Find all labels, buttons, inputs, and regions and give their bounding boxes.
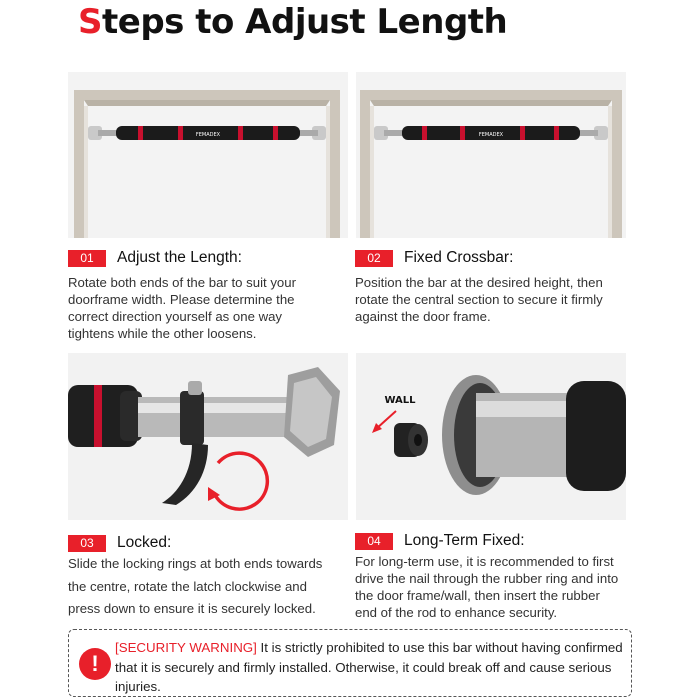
step-02-number: 02 xyxy=(355,250,393,267)
step-03-number: 03 xyxy=(68,535,106,552)
step-01-title: Adjust the Length: xyxy=(117,249,242,266)
step-02-title: Fixed Crossbar: xyxy=(404,249,514,266)
step-04-title: Long-Term Fixed: xyxy=(404,532,525,549)
exclamation-icon: ! xyxy=(79,648,111,680)
step-04-description: For long-term use, it is recommended to first drive the nail through the rubber ring and into the door frame/wall, then insert the rubber end of the rod to enhance security. xyxy=(355,554,619,620)
security-warning-text xyxy=(115,638,625,697)
step-04-header xyxy=(355,530,525,552)
step-04-number: 04 xyxy=(355,533,393,550)
step-02-description: Position the bar at the desired height, then rotate the central section to secure it firmly against the door frame. xyxy=(355,275,603,324)
page-title-first-letter: S xyxy=(78,2,102,42)
security-warning-box xyxy=(68,629,632,697)
page-title-rest: teps to Adjust Length xyxy=(102,2,508,42)
wall-label: WALL xyxy=(384,395,416,406)
step-03-photo xyxy=(68,353,348,520)
step-02-header xyxy=(355,247,513,269)
step-01-header xyxy=(68,247,242,269)
step-01-description: Rotate both ends of the bar to suit your doorframe width. Please determine the correct direction yourself as one way tightens while the other loosens. xyxy=(68,275,296,341)
step-01-photo xyxy=(68,72,348,238)
step-01-number: 01 xyxy=(68,250,106,267)
step-02-photo xyxy=(356,72,626,238)
brand-label: FEMADEX xyxy=(478,132,504,138)
security-warning-label: [SECURITY WARNING] xyxy=(115,640,257,655)
step-03-header xyxy=(68,532,171,554)
step-04-photo xyxy=(356,353,626,520)
brand-label: FEMADEX xyxy=(195,132,221,138)
step-03-description: Slide the locking rings at both ends towards the centre, rotate the latch clockwise and press down to ensure it is securely locked. xyxy=(68,556,323,616)
step-03-title: Locked: xyxy=(117,534,172,551)
page-title xyxy=(78,2,507,42)
security-warning-body: It is strictly prohibited to use this bar without having confirmed that it is securely and firmly installed. Otherwise, it could break off and cause serious injuries. xyxy=(115,640,623,694)
